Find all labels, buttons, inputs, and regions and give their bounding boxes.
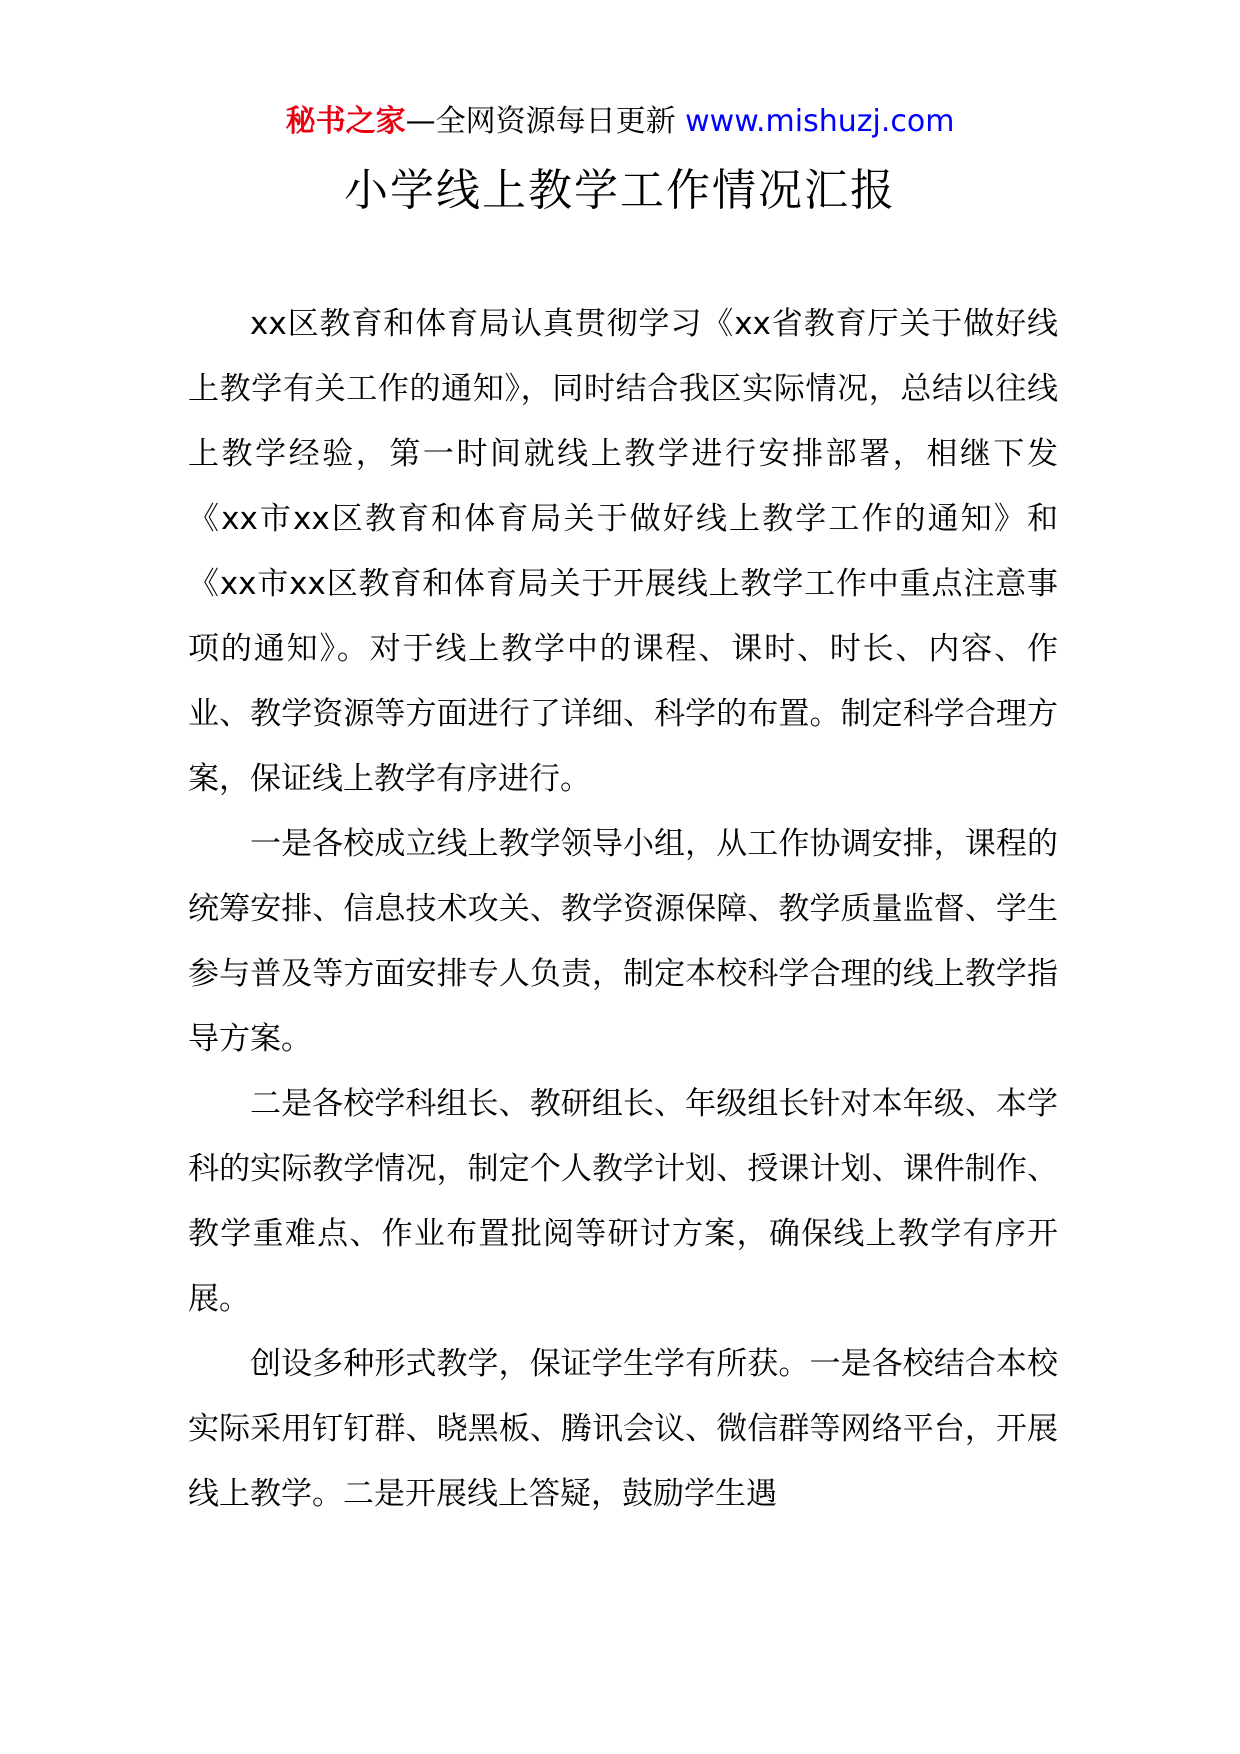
site-url-link[interactable]: www.mishuzj.com [685,104,955,139]
paragraph: 一是各校成立线上教学领导小组，从工作协调安排，课程的统筹安排、信息技术攻关、教学资源保障、教学质量监督、学生参与普及等方面安排专人负责，制定本校科学合理的线上教学指导方案。 [188,826,1058,1057]
paragraph: 二是各校学科组长、教研组长、年级组长针对本年级、本学科的实际教学情况，制定个人教学计划、授课计划、课件制作、教学重难点、作业布置批阅等研讨方案，确保线上教学有序开展。 [188,1086,1058,1317]
paragraph: xx区教育和体育局认真贯彻学习《xx省教育厅关于做好线上教学有关工作的通知》，同时结合我区实际情况，总结以往线上教学经验，第一时间就线上教学进行安排部署，相继下发《xx市xx区教育和体育局关于做好线上教学工作的通知》和《xx市xx区教育和体育局关于开展线上教学工作中重点注意事项的通知》。对于线上教学中的课程、课时、时长、内容、作业、教学资源等方面进行了详细、科学的布置。制定科学合理方案，保证线上教学有序进行。 [188,306,1058,797]
document-title: 小学线上教学工作情况汇报 [344,165,896,216]
site-header [0,100,1240,144]
brand-name: 秘书之家 [285,104,406,139]
document-body [188,292,1058,1527]
paragraph: 创设多种形式教学，保证学生学有所获。一是各校结合本校实际采用钉钉群、晓黑板、腾讯会议、微信群等网络平台，开展线上教学。二是开展线上答疑，鼓励学生遇 [188,1346,1058,1512]
site-tagline: —全网资源每日更新 [405,104,676,139]
